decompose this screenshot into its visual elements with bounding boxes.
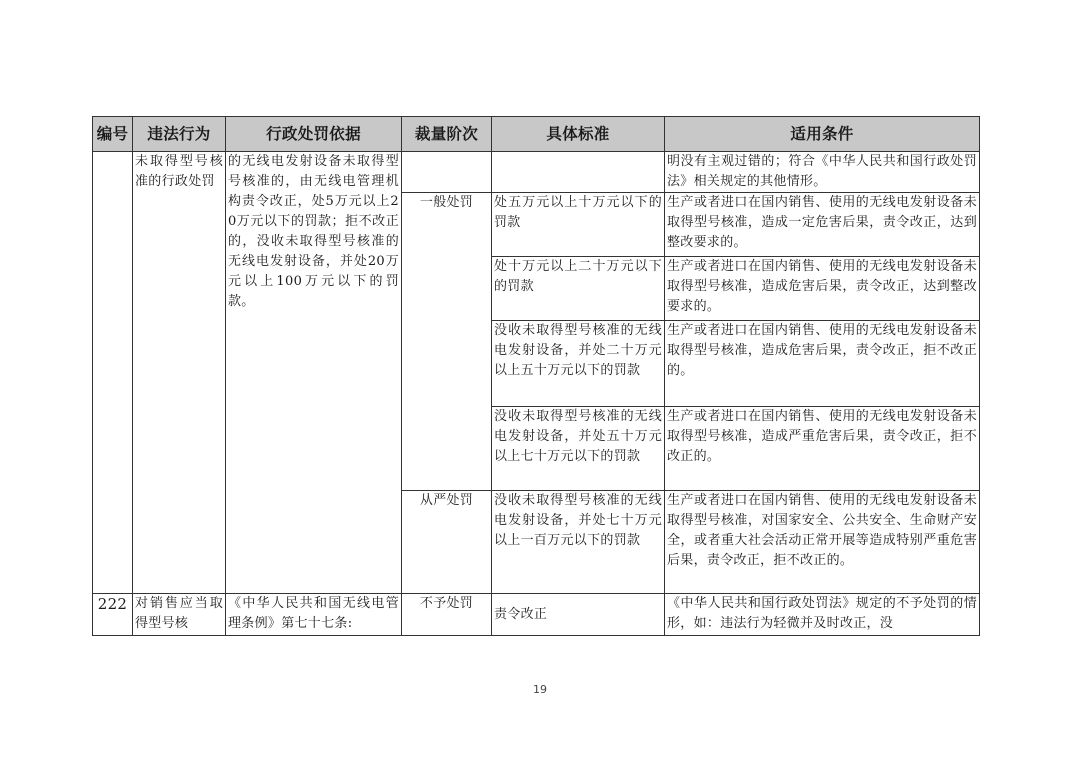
cell-basis-222: 《中华人民共和国无线电管理条例》第七十七条: <box>226 594 402 636</box>
cell-standard-222: 责令改正 <box>492 594 665 636</box>
header-violation: 违法行为 <box>133 117 226 152</box>
cell-number-continued <box>93 152 133 594</box>
cell-condition-4: 生产或者进口在国内销售、使用的无线电发射设备未取得型号核准，造成严重危害后果，责令改正，拒不改正的。 <box>665 407 980 491</box>
table-row <box>93 594 980 636</box>
cell-condition-1: 生产或者进口在国内销售、使用的无线电发射设备未取得型号核准，造成一定危害后果，责令改正，达到整改要求的。 <box>665 193 980 257</box>
cell-condition-5: 生产或者进口在国内销售、使用的无线电发射设备未取得型号核准，对国家安全、公共安全、生命财产安全，或者重大社会活动正常开展等造成特别严重危害后果，责令改正，拒不改正的。 <box>665 491 980 594</box>
cell-level-empty <box>402 152 492 193</box>
cell-standard-4: 没收未取得型号核准的无线电发射设备，并处五十万元以上七十万元以下的罚款 <box>492 407 665 491</box>
cell-violation-222: 对销售应当取得型号核 <box>133 594 226 636</box>
cell-condition-2: 生产或者进口在国内销售、使用的无线电发射设备未取得型号核准，造成危害后果，责令改正，达到整改要求的。 <box>665 257 980 321</box>
cell-standard-1: 处五万元以上十万元以下的罚款 <box>492 193 665 257</box>
cell-condition-3: 生产或者进口在国内销售、使用的无线电发射设备未取得型号核准，造成危害后果，责令改正，拒不改正的。 <box>665 321 980 407</box>
cell-basis-continued: 的无线电发射设备未取得型号核准的，由无线电管理机构责令改正，处5万元以上20万元以下的罚款；拒不改正的，没收未取得型号核准的无线电发射设备，并处20万元以上100万元以下的罚款。 <box>226 152 402 594</box>
header-specific-standard: 具体标准 <box>492 117 665 152</box>
cell-condition-top: 明没有主观过错的；符合《中华人民共和国行政处罚法》相关规定的其他情形。 <box>665 152 980 193</box>
table-row <box>93 152 980 193</box>
cell-level-general: 一般处罚 <box>402 193 492 491</box>
cell-standard-empty <box>492 152 665 193</box>
cell-standard-5: 没收未取得型号核准的无线电发射设备，并处七十万元以上一百万元以下的罚款 <box>492 491 665 594</box>
header-applicable-condition: 适用条件 <box>665 117 980 152</box>
cell-level-222: 不予处罚 <box>402 594 492 636</box>
header-discretion-level: 裁量阶次 <box>402 117 492 152</box>
header-penalty-basis: 行政处罚依据 <box>226 117 402 152</box>
cell-violation-continued: 未取得型号核准的行政处罚 <box>133 152 226 594</box>
cell-standard-3: 没收未取得型号核准的无线电发射设备，并处二十万元以上五十万元以下的罚款 <box>492 321 665 407</box>
cell-standard-2: 处十万元以上二十万元以下的罚款 <box>492 257 665 321</box>
header-number: 编号 <box>93 117 133 152</box>
page-number: 19 <box>533 683 547 696</box>
penalty-standards-table <box>92 116 980 636</box>
cell-level-severe: 从严处罚 <box>402 491 492 594</box>
cell-condition-222: 《中华人民共和国行政处罚法》规定的不予处罚的情形，如：违法行为轻微并及时改正，没 <box>665 594 980 636</box>
table-header-row <box>93 117 980 152</box>
cell-number-222: 222 <box>93 594 133 636</box>
